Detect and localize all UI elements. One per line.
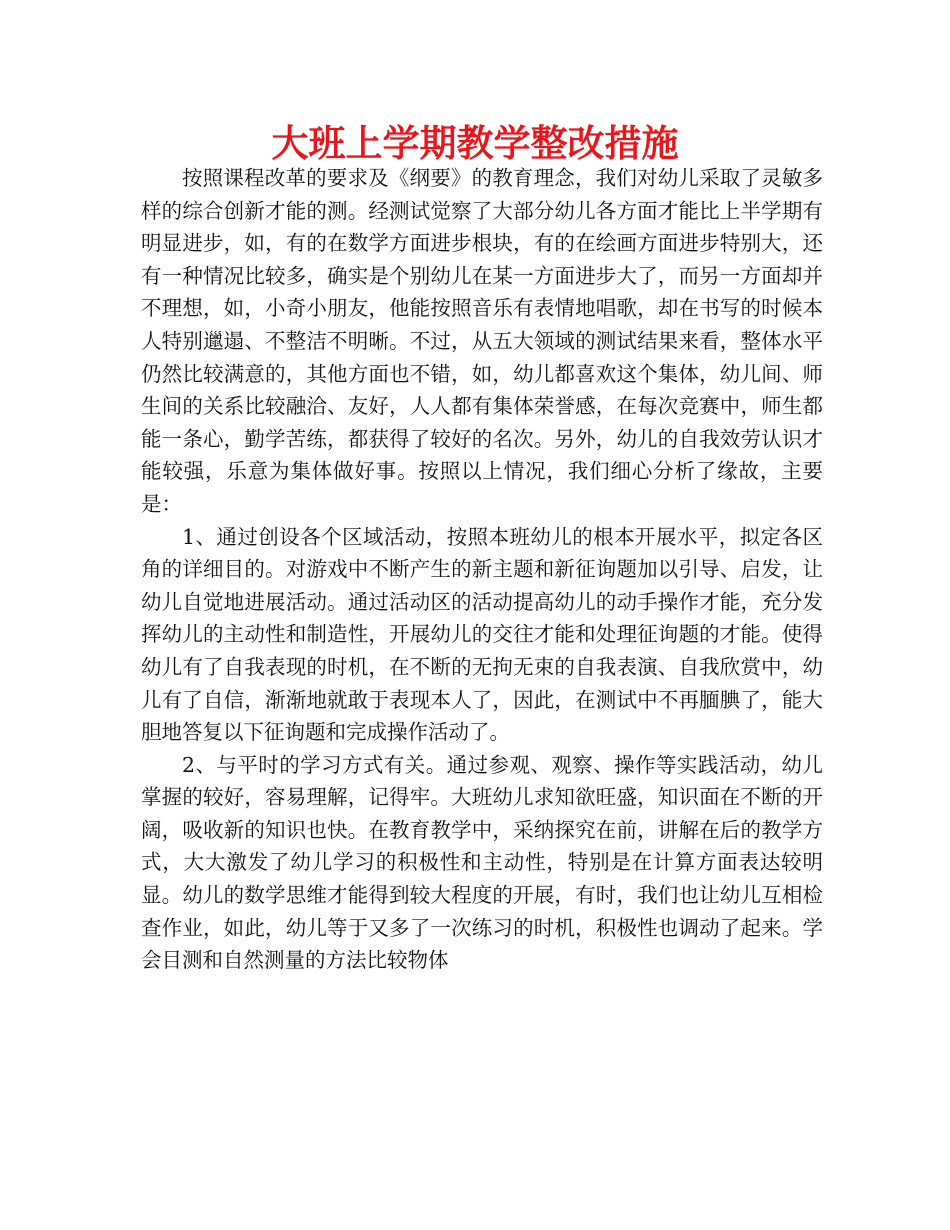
paragraph-point-1: 1、通过创设各个区域活动，按照本班幼儿的根本开展水平，拟定各区角的详细目的。对游戏中不断产生的新主题和新征询题加以引导、启发，让幼儿自觉地进展活动。通过活动区的活动提高幼儿的动手操作才能，充分发挥幼儿的主动性和制造性，开展幼儿的交往才能和处理征询题的才能。使得幼儿有了自我表现的时机，在不断的无拘无束的自我表演、自我欣赏中，幼儿有了自信，渐渐地就敢于表现本人了，因此，在测试中不再腼腆了，能大胆地答复以下征询题和完成操作活动了。: [141, 524, 823, 745]
document-body: [141, 162, 823, 977]
document-title: 大班上学期教学整改措施: [271, 122, 679, 165]
paragraph-intro: 按照课程改革的要求及《纲要》的教育理念，我们对幼儿采取了灵敏多样的综合创新才能的测。经测试觉察了大部分幼儿各方面才能比上半学期有明显进步，如，有的在数学方面进步根块，有的在绘画方面进步特别大，还有一种情况比较多，确实是个别幼儿在某一方面进步大了，而另一方面却并不理想，如，小奇小朋友，他能按照音乐有表情地唱歌，却在书写的时候本人特别邋遢、不整洁不明晰。不过，从五大领域的测试结果来看，整体水平仍然比较满意的，其他方面也不错，如，幼儿都喜欢这个集体，幼儿间、师生间的关系比较融洽、友好，人人都有集体荣誉感，在每次竞赛中，师生都能一条心，勤学苦练，都获得了较好的名次。另外，幼儿的自我效劳认识才能较强，乐意为集体做好事。按照以上情况，我们细心分析了缘故，主要是：: [141, 166, 823, 516]
paragraph-point-2: 2、与平时的学习方式有关。通过参观、观察、操作等实践活动，幼儿掌握的较好，容易理解，记得牢。大班幼儿求知欲旺盛，知识面在不断的开阔，吸收新的知识也快。在教育教学中，采纳探究在前，讲解在后的教学方式，大大激发了幼儿学习的积极性和主动性，特别是在计算方面表达较明显。幼儿的数学思维才能得到较大程度的开展，有时，我们也让幼儿互相检查作业，如此，幼儿等于又多了一次练习的时机，积极性也调动了起来。学会目测和自然测量的方法比较物体: [141, 752, 823, 973]
